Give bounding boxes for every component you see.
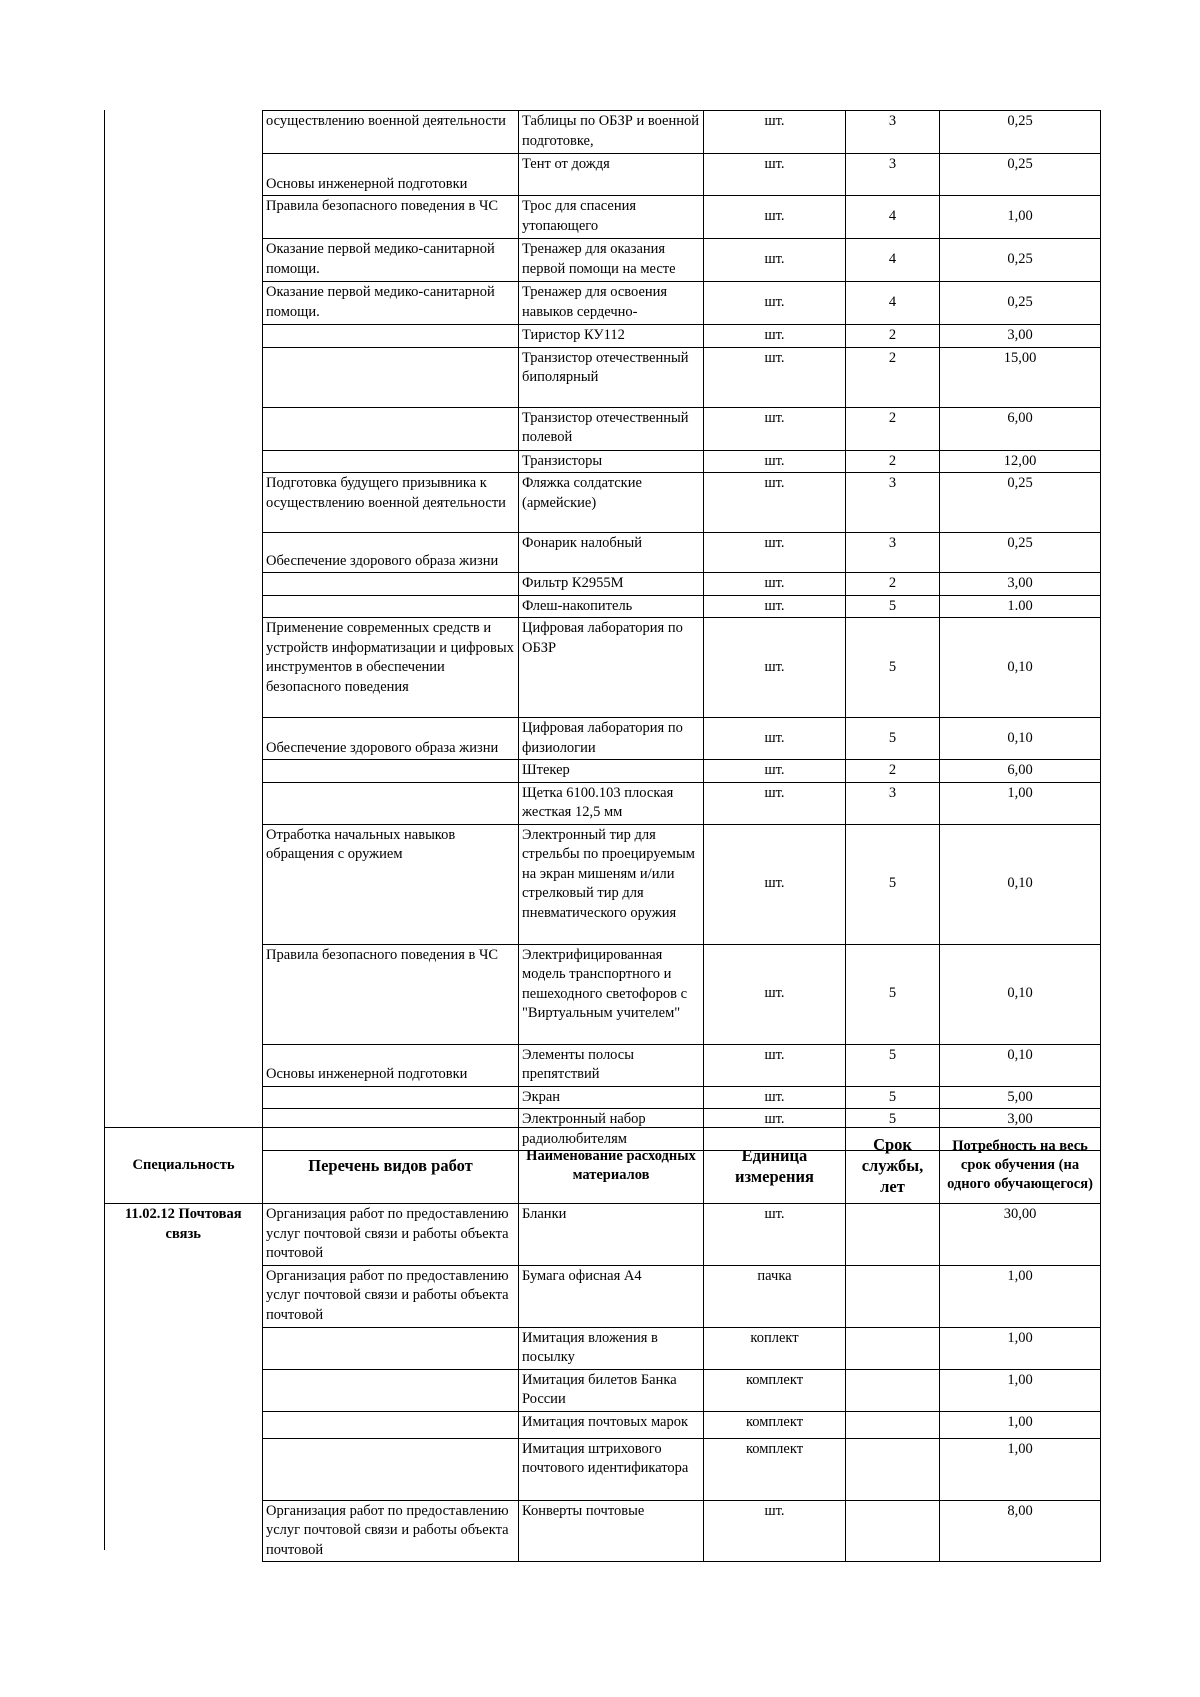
work-cell xyxy=(263,325,519,348)
unit-cell: шт. xyxy=(704,325,846,348)
table-row xyxy=(263,1044,1101,1086)
need-cell: 1.00 xyxy=(940,595,1101,618)
work-cell xyxy=(263,407,519,450)
life-cell: 5 xyxy=(846,944,940,1044)
unit-cell: шт. xyxy=(704,196,846,239)
material-cell: Таблицы по ОБЗР и военной подготовке, xyxy=(519,111,704,154)
need-cell: 0,10 xyxy=(940,1044,1101,1086)
need-cell: 0,10 xyxy=(940,618,1101,718)
material-cell: Имитация вложения в посылку xyxy=(519,1327,704,1369)
table-row xyxy=(263,595,1101,618)
material-cell: Транзистор отечественный биполярный xyxy=(519,347,704,407)
unit-cell: пачка xyxy=(704,1265,846,1327)
work-cell: Организация работ по предоставлению услуг почтовой связи и работы объекта почтовой xyxy=(263,1265,519,1327)
unit-cell: шт. xyxy=(704,573,846,596)
work-cell xyxy=(263,1327,519,1369)
material-cell: Бумага офисная А4 xyxy=(519,1265,704,1327)
materials-table-continued xyxy=(262,110,1101,1151)
life-cell xyxy=(846,1327,940,1369)
table-row xyxy=(263,1086,1101,1109)
unit-cell: шт. xyxy=(704,111,846,154)
work-cell xyxy=(263,573,519,596)
life-cell: 3 xyxy=(846,533,940,573)
need-cell: 1,00 xyxy=(940,196,1101,239)
unit-cell: шт. xyxy=(704,347,846,407)
unit-cell: шт. xyxy=(704,1204,846,1266)
work-cell: Применение современных средств и устройств информатизации и цифровых инструментов в обеспечении безопасного поведения xyxy=(263,618,519,718)
need-cell: 5,00 xyxy=(940,1086,1101,1109)
need-cell: 1,00 xyxy=(940,1411,1101,1438)
material-cell: Цифровая лаборатория по ОБЗР xyxy=(519,618,704,718)
unit-cell: шт. xyxy=(704,450,846,473)
unit-cell: шт. xyxy=(704,407,846,450)
need-cell: 15,00 xyxy=(940,347,1101,407)
work-cell xyxy=(263,1369,519,1411)
material-cell: Электронный тир для стрельбы по проецируемым на экран мишеням и/или стрелковый тир для пневматического оружия xyxy=(519,824,704,944)
need-cell: 30,00 xyxy=(940,1204,1101,1266)
header-unit: Единица измерения xyxy=(704,1128,846,1204)
need-cell: 3,00 xyxy=(940,1109,1101,1151)
life-cell: 5 xyxy=(846,595,940,618)
work-cell: Основы инженерной подготовки xyxy=(263,154,519,196)
table-row xyxy=(263,573,1101,596)
unit-cell: комплект xyxy=(704,1369,846,1411)
work-cell: Организация работ по предоставлению услуг почтовой связи и работы объекта почтовой xyxy=(263,1204,519,1266)
table-row xyxy=(263,760,1101,783)
life-cell: 3 xyxy=(846,782,940,824)
unit-cell: шт. xyxy=(704,760,846,783)
need-cell: 3,00 xyxy=(940,573,1101,596)
life-cell: 5 xyxy=(846,1109,940,1151)
life-cell: 5 xyxy=(846,824,940,944)
life-cell: 5 xyxy=(846,718,940,760)
table-row xyxy=(263,325,1101,348)
header-materials: Наименование расходных материалов xyxy=(519,1128,704,1204)
need-cell: 1,00 xyxy=(940,1369,1101,1411)
material-cell: Электрифицированная модель транспортного и пешеходного светофоров с "Виртуальным учителем" xyxy=(519,944,704,1044)
life-cell: 5 xyxy=(846,1044,940,1086)
table-row xyxy=(263,111,1101,154)
need-cell: 0,25 xyxy=(940,533,1101,573)
material-cell: Тренажер для освоения навыков сердечно- xyxy=(519,282,704,325)
need-cell: 0,25 xyxy=(940,473,1101,533)
unit-cell: коплект xyxy=(704,1327,846,1369)
table-row xyxy=(105,1204,1101,1266)
material-cell: Фляжка солдатские (армейские) xyxy=(519,473,704,533)
need-cell: 0,25 xyxy=(940,239,1101,282)
unit-cell: шт. xyxy=(704,782,846,824)
life-cell: 2 xyxy=(846,573,940,596)
need-cell: 0,10 xyxy=(940,718,1101,760)
table-row xyxy=(263,718,1101,760)
work-cell xyxy=(263,595,519,618)
material-cell: Штекер xyxy=(519,760,704,783)
need-cell: 3,00 xyxy=(940,325,1101,348)
material-cell: Транзисторы xyxy=(519,450,704,473)
unit-cell: комплект xyxy=(704,1411,846,1438)
work-cell: Организация работ по предоставлению услуг почтовой связи и работы объекта почтовой xyxy=(263,1500,519,1562)
table-row xyxy=(263,533,1101,573)
need-cell: 0,25 xyxy=(940,154,1101,196)
need-cell: 1,00 xyxy=(940,782,1101,824)
life-cell xyxy=(846,1204,940,1266)
work-cell xyxy=(263,450,519,473)
unit-cell: шт. xyxy=(704,1086,846,1109)
material-cell: Элементы полосы препятствий xyxy=(519,1044,704,1086)
table-row xyxy=(263,196,1101,239)
work-cell xyxy=(263,347,519,407)
need-cell: 8,00 xyxy=(940,1500,1101,1562)
need-cell: 1,00 xyxy=(940,1438,1101,1500)
table-row xyxy=(263,782,1101,824)
life-cell: 4 xyxy=(846,282,940,325)
work-cell: Подготовка будущего призывника к осуществлению военной деятельности xyxy=(263,473,519,533)
need-cell: 6,00 xyxy=(940,760,1101,783)
unit-cell: шт. xyxy=(704,154,846,196)
work-cell: Обеспечение здорового образа жизни xyxy=(263,718,519,760)
work-cell: Основы инженерной подготовки xyxy=(263,1044,519,1086)
work-cell: осуществлению военной деятельности xyxy=(263,111,519,154)
unit-cell: шт. xyxy=(704,595,846,618)
unit-cell: шт. xyxy=(704,533,846,573)
life-cell: 2 xyxy=(846,760,940,783)
material-cell: Флеш-накопитель xyxy=(519,595,704,618)
life-cell: 5 xyxy=(846,618,940,718)
work-cell: Правила безопасного поведения в ЧС xyxy=(263,196,519,239)
material-cell: Тент от дождя xyxy=(519,154,704,196)
life-cell: 2 xyxy=(846,325,940,348)
life-cell: 5 xyxy=(846,1086,940,1109)
table-row xyxy=(263,239,1101,282)
postal-materials-table xyxy=(104,1127,1101,1562)
table-row xyxy=(263,944,1101,1044)
work-cell: Отработка начальных навыков обращения с оружием xyxy=(263,824,519,944)
unit-cell: шт. xyxy=(704,282,846,325)
work-cell: Оказание первой медико-санитарной помощи. xyxy=(263,239,519,282)
material-cell: Тиристор КУ112 xyxy=(519,325,704,348)
table-row xyxy=(263,824,1101,944)
work-cell xyxy=(263,1411,519,1438)
need-cell: 0,10 xyxy=(940,944,1101,1044)
header-works: Перечень видов работ xyxy=(263,1128,519,1204)
material-cell: Конверты почтовые xyxy=(519,1500,704,1562)
work-cell xyxy=(263,1438,519,1500)
material-cell: Бланки xyxy=(519,1204,704,1266)
life-cell: 2 xyxy=(846,450,940,473)
material-cell: Имитация штрихового почтового идентификатора xyxy=(519,1438,704,1500)
life-cell xyxy=(846,1500,940,1562)
work-cell: Обеспечение здорового образа жизни xyxy=(263,533,519,573)
work-cell xyxy=(263,760,519,783)
header-need: Потребность на весь срок обучения (на одного обучающегося) xyxy=(940,1128,1101,1204)
material-cell: Цифровая лаборатория по физиологии xyxy=(519,718,704,760)
table-row xyxy=(263,347,1101,407)
work-cell: Оказание первой медико-санитарной помощи. xyxy=(263,282,519,325)
header-specialty: Специальность xyxy=(105,1128,263,1204)
material-cell: Экран xyxy=(519,1086,704,1109)
unit-cell: шт. xyxy=(704,473,846,533)
unit-cell: комплект xyxy=(704,1438,846,1500)
need-cell: 12,00 xyxy=(940,450,1101,473)
material-cell: Электронный набор радиолюбителям xyxy=(519,1109,704,1151)
material-cell: Тренажер для оказания первой помощи на месте xyxy=(519,239,704,282)
unit-cell: шт. xyxy=(704,824,846,944)
life-cell xyxy=(846,1438,940,1500)
need-cell: 1,00 xyxy=(940,1265,1101,1327)
table-row xyxy=(263,282,1101,325)
work-cell: Правила безопасного поведения в ЧС xyxy=(263,944,519,1044)
life-cell xyxy=(846,1265,940,1327)
life-cell: 2 xyxy=(846,347,940,407)
header-life: Срок службы, лет xyxy=(846,1128,940,1204)
need-cell: 0,25 xyxy=(940,111,1101,154)
need-cell: 0,25 xyxy=(940,282,1101,325)
need-cell: 6,00 xyxy=(940,407,1101,450)
life-cell: 4 xyxy=(846,196,940,239)
material-cell: Имитация билетов Банка России xyxy=(519,1369,704,1411)
need-cell: 1,00 xyxy=(940,1327,1101,1369)
table-row xyxy=(263,618,1101,718)
material-cell: Щетка 6100.103 плоская жесткая 12,5 мм xyxy=(519,782,704,824)
header-row xyxy=(105,1128,1101,1204)
life-cell: 3 xyxy=(846,473,940,533)
material-cell: Транзистор отечественный полевой xyxy=(519,407,704,450)
work-cell xyxy=(263,1086,519,1109)
unit-cell: шт. xyxy=(704,1109,846,1151)
table-row xyxy=(263,450,1101,473)
material-cell: Фильтр К2955М xyxy=(519,573,704,596)
life-cell: 3 xyxy=(846,111,940,154)
table-row xyxy=(263,473,1101,533)
need-cell: 0,10 xyxy=(940,824,1101,944)
life-cell: 3 xyxy=(846,154,940,196)
unit-cell: шт. xyxy=(704,1500,846,1562)
work-cell xyxy=(263,782,519,824)
life-cell xyxy=(846,1411,940,1438)
specialty-cell: 11.02.12 Почтовая связь xyxy=(124,1206,242,1242)
life-cell: 2 xyxy=(846,407,940,450)
table-row xyxy=(263,154,1101,196)
unit-cell: шт. xyxy=(704,718,846,760)
unit-cell: шт. xyxy=(704,239,846,282)
material-cell: Имитация почтовых марок xyxy=(519,1411,704,1438)
material-cell: Трос для спасения утопающего xyxy=(519,196,704,239)
unit-cell: шт. xyxy=(704,1044,846,1086)
material-cell: Фонарик налобный xyxy=(519,533,704,573)
table-row xyxy=(263,407,1101,450)
unit-cell: шт. xyxy=(704,944,846,1044)
unit-cell: шт. xyxy=(704,618,846,718)
life-cell: 4 xyxy=(846,239,940,282)
life-cell xyxy=(846,1369,940,1411)
